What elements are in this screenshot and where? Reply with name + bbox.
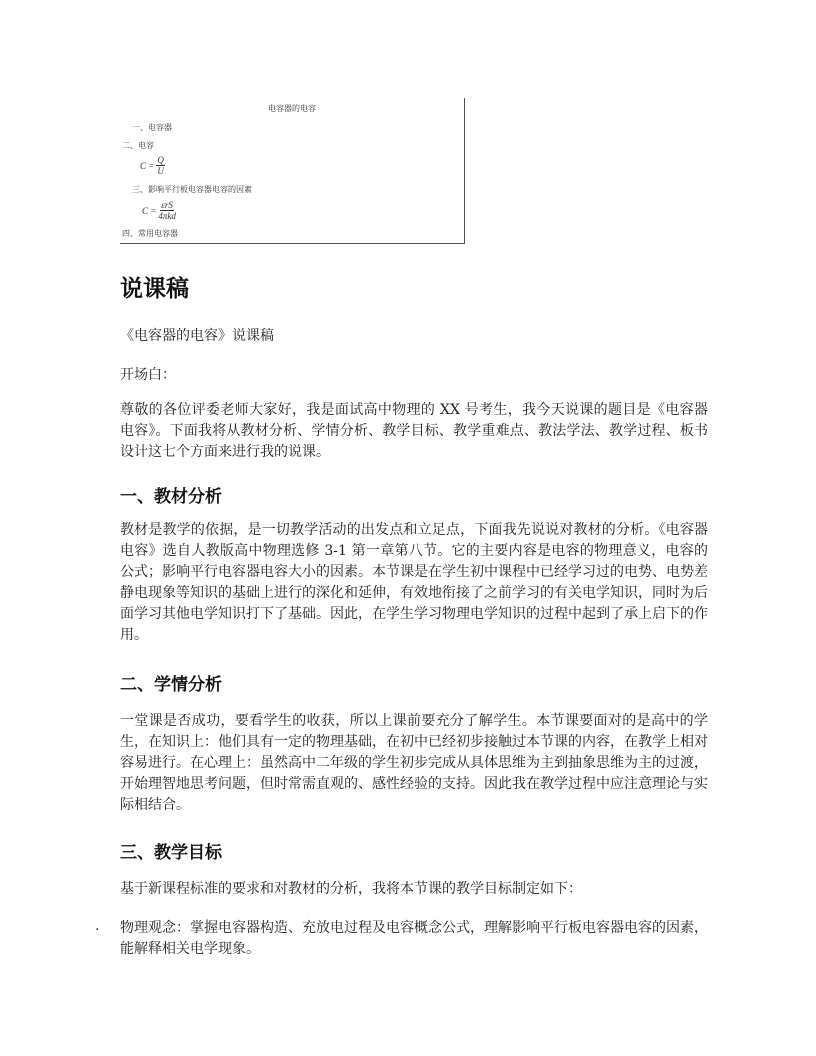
board-formula-1: C = $\frac{Q}{U}$ bbox=[140, 155, 164, 176]
board-item-4: 四、常用电容器 bbox=[122, 229, 178, 238]
board-formula-2: C = εrS 4πkd bbox=[142, 200, 176, 221]
blackboard-design-image bbox=[120, 98, 465, 244]
board-item-1: 一、电容器 bbox=[132, 123, 172, 132]
section-heading-textbook-analysis: 一、教材分析 bbox=[120, 487, 222, 507]
board-item-2: 二、电容 bbox=[122, 141, 154, 150]
student-analysis-paragraph: 一堂课是否成功，要看学生的收获，所以上课前要充分了解学生。本节课要面对的是高中的学生，在知识上：他们具有一定的物理基础，在初中已经初步接触过本节课的内容，在教学上相对容易进行。在心理上：虽然高中二年级的学生初步完成从具体思维为主到抽象思维为主的过渡，开始理智地思考问题，但时常需直观的、感性经验的支持。因此我在教学过程中应注意理论与实际相结合。 bbox=[120, 713, 708, 813]
opening-label: 开场白： bbox=[120, 367, 176, 383]
section-heading-teaching-goals: 三、教学目标 bbox=[120, 843, 222, 863]
board-item-3: 三、影响平行板电容器电容的因素 bbox=[132, 185, 252, 194]
section-heading-student-analysis: 二、学情分析 bbox=[120, 675, 222, 695]
document-subtitle: 《电容器的电容》说课稿 bbox=[120, 328, 274, 344]
teaching-goal-item: 物理观念：掌握电容器构造、充放电过程及电容概念公式，理解影响平行板电容器电容的因素，能解释相关电学现象。 bbox=[120, 920, 708, 957]
textbook-analysis-paragraph: 教材是教学的依据，是一切教学活动的出发点和立足点，下面我先说说对教材的分析。《电容器电容》选自人教版高中物理选修 3-1 第一章第八节。它的主要内容是电容的物理意义，电容的公式；影响平行电容器电容大小的因素。本节课是在学生初中课程中已经学习过的电势、电势差静电现象等知识的基础上进行的深化和延伸，有效地衔接了之前学习的有关电学知识，同时为后面学习其他电学知识打下了基础。因此，在学生学习物理电学知识的过程中起到了承上启下的作用。 bbox=[120, 522, 708, 643]
document-title: 说课稿 bbox=[120, 276, 189, 302]
opening-paragraph: 尊敬的各位评委老师大家好，我是面试高中物理的 XX 号考生，我今天说课的题目是《电容器电容》。下面我将从教材分析、学情分析、教学目标、教学重难点、教法学法、教学过程、板书设计这七个方面来进行我的说课。 bbox=[120, 402, 708, 460]
list-bullet: . bbox=[95, 918, 100, 934]
teaching-goals-intro: 基于新课程标准的要求和对教材的分析，我将本节课的教学目标制定如下： bbox=[120, 881, 582, 897]
board-heading: 电容器的电容 bbox=[268, 104, 316, 113]
